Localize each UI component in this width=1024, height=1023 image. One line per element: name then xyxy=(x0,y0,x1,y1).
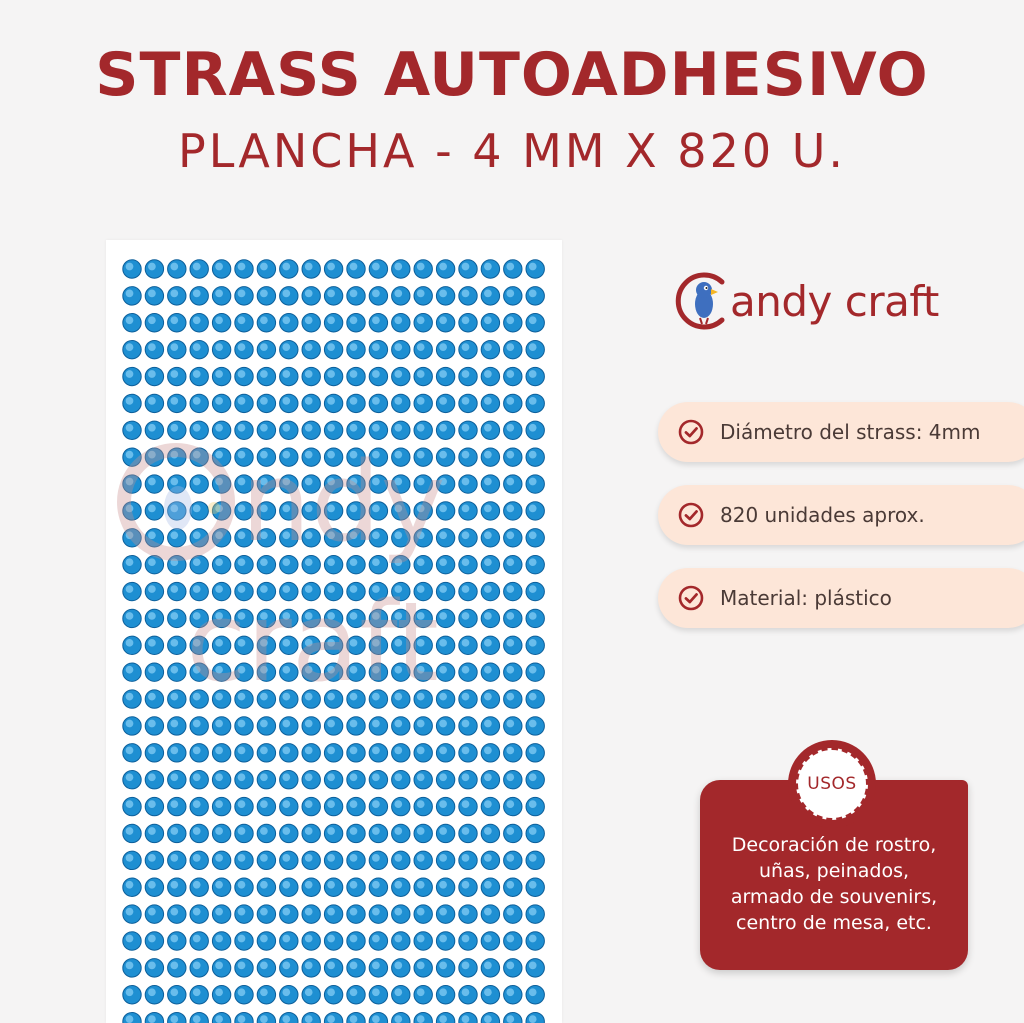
usos-line: centro de mesa, etc. xyxy=(736,912,932,934)
usos-line: armado de souvenirs, xyxy=(730,886,938,908)
brand-logo xyxy=(674,270,939,332)
usos-badge-inner xyxy=(796,748,868,820)
usos-line: Decoración de rostro, xyxy=(731,834,937,856)
feature-material xyxy=(658,568,1024,628)
feature-text: Material: plástico xyxy=(720,586,892,610)
page-title: STRASS AUTOADHESIVO xyxy=(95,40,929,110)
parrot-logo-icon xyxy=(674,270,736,332)
feature-text: Diámetro del strass: 4mm xyxy=(720,420,981,444)
svg-text:craft: craft xyxy=(186,578,440,706)
check-circle-icon xyxy=(678,419,704,445)
usos-description xyxy=(700,832,968,936)
feature-text: 820 unidades aprox. xyxy=(720,503,925,527)
brand-name: andy craft xyxy=(730,276,939,326)
check-circle-icon xyxy=(678,585,704,611)
check-circle-icon xyxy=(678,502,704,528)
rhinestone-sheet xyxy=(106,240,562,1023)
feature-diameter xyxy=(658,402,1024,462)
watermark-logo xyxy=(106,240,562,1023)
usos-label: USOS xyxy=(807,774,857,794)
svg-text:ndy: ndy xyxy=(241,438,446,566)
usos-line: uñas, peinados, xyxy=(758,860,910,882)
feature-units xyxy=(658,485,1024,545)
page-subtitle: PLANCHA - 4 MM X 820 U. xyxy=(177,124,847,178)
